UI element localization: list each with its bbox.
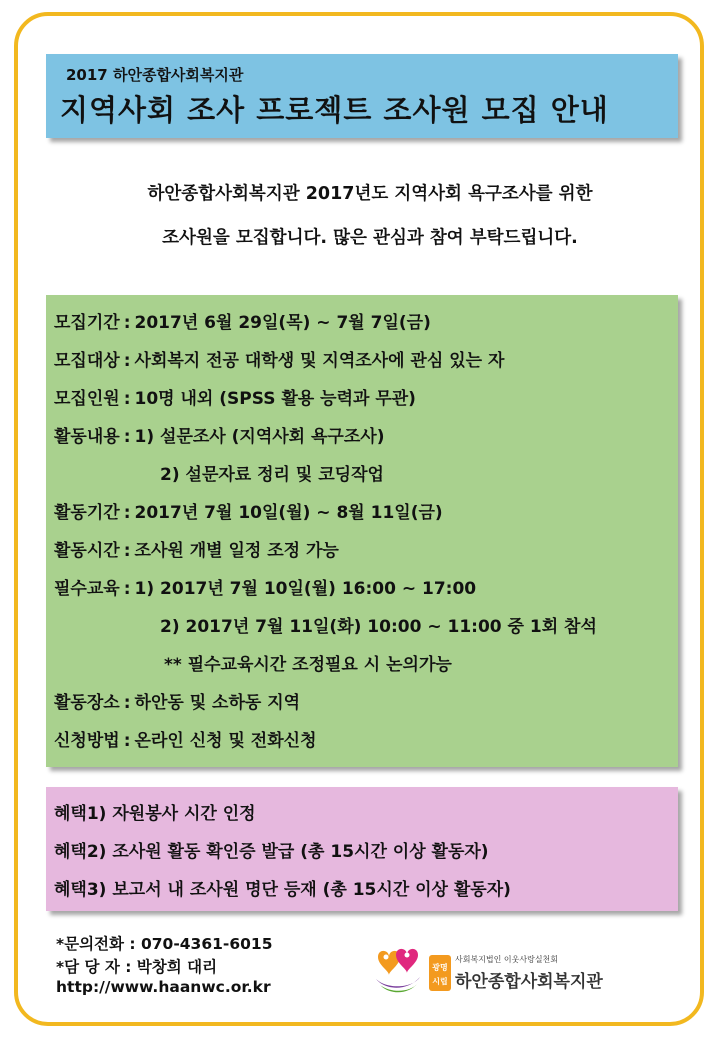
page-subtitle: 2017 하안종합사회복지관: [66, 66, 244, 84]
detail-row-period: [54, 308, 431, 333]
benefit-3: 혜택3) 보고서 내 조사원 명단 등재 (총 15시간 이상 활동자): [54, 880, 511, 900]
detail-training-note: ** 필수교육시간 조정필요 시 논의가능: [164, 655, 452, 675]
page-title: 지역사회 조사 프로젝트 조사원 모집 안내: [60, 93, 609, 127]
detail-label: 활동시간: [54, 541, 120, 561]
logo-badge-text-1: 광명: [432, 963, 448, 972]
detail-value: 온라인 신청 및 전화신청: [134, 731, 317, 751]
colon: :: [123, 503, 131, 523]
heart-people-icon: [372, 945, 428, 997]
colon: :: [123, 313, 131, 333]
logo-badge: [429, 955, 451, 991]
detail-value: 1) 설문조사 (지역사회 욕구조사): [134, 427, 385, 447]
benefit-1: 혜택1) 자원봉사 시간 인정: [54, 804, 256, 824]
detail-row-place: [54, 688, 300, 713]
colon: :: [123, 731, 131, 751]
org-logo: [372, 945, 632, 997]
contact-phone: *문의전화 : 070-4361-6015: [56, 935, 273, 953]
intro-line-1: 하안종합사회복지관 2017년도 지역사회 욕구조사를 위한: [147, 184, 593, 204]
detail-value: 2017년 7월 10일(월) ~ 8월 11일(금): [134, 503, 443, 523]
detail-value: 2017년 6월 29일(목) ~ 7월 7일(금): [134, 313, 431, 333]
detail-row-hours: [54, 536, 339, 561]
detail-label: 모집기간: [54, 313, 120, 333]
detail-row-training: [54, 574, 476, 599]
detail-value: 하안동 및 소하동 지역: [134, 693, 301, 713]
detail-label: 모집인원: [54, 389, 120, 409]
detail-label: 모집대상: [54, 351, 120, 371]
intro-line-2: 조사원을 모집합니다. 많은 관심과 참여 부탁드립니다.: [162, 228, 578, 248]
detail-value: 10명 내외 (SPSS 활용 능력과 무관): [134, 389, 416, 409]
detail-training-line-2: 2) 2017년 7월 11일(화) 10:00 ~ 11:00 중 1회 참석: [160, 617, 597, 637]
detail-label: 신청방법: [54, 731, 120, 751]
benefit-2: 혜택2) 조사원 활동 확인증 발급 (총 15시간 이상 활동자): [54, 842, 489, 862]
contact-manager: *담 당 자 : 박창희 대리: [56, 958, 218, 976]
detail-label: 활동기간: [54, 503, 120, 523]
logo-badge-text-2: 시립: [432, 977, 448, 986]
contact-url[interactable]: http://www.haanwc.or.kr: [56, 978, 271, 996]
colon: :: [123, 693, 131, 713]
detail-label: 활동장소: [54, 693, 120, 713]
recruitment-details: [46, 295, 678, 767]
benefits-box: [46, 787, 678, 911]
detail-row-count: [54, 384, 416, 409]
detail-row-duration: [54, 498, 443, 523]
colon: :: [123, 427, 131, 447]
detail-activity-line-2: 2) 설문자료 정리 및 코딩작업: [160, 465, 384, 485]
title-banner: [46, 54, 678, 138]
detail-row-activity: [54, 422, 384, 447]
detail-row-target: [54, 346, 504, 371]
detail-value: 조사원 개별 일정 조정 가능: [134, 541, 339, 561]
colon: :: [123, 579, 131, 599]
detail-value: 사회복지 전공 대학생 및 지역조사에 관심 있는 자: [134, 351, 505, 371]
detail-label: 활동내용: [54, 427, 120, 447]
detail-value: 1) 2017년 7월 10일(월) 16:00 ~ 17:00: [134, 579, 477, 599]
colon: :: [123, 541, 131, 561]
logo-org-name: 하안종합사회복지관: [455, 972, 603, 992]
detail-label: 필수교육: [54, 579, 120, 599]
colon: :: [123, 389, 131, 409]
logo-org-small: 사회복지법인 이웃사랑실천회: [455, 955, 559, 964]
colon: :: [123, 351, 131, 371]
detail-row-apply: [54, 726, 317, 751]
